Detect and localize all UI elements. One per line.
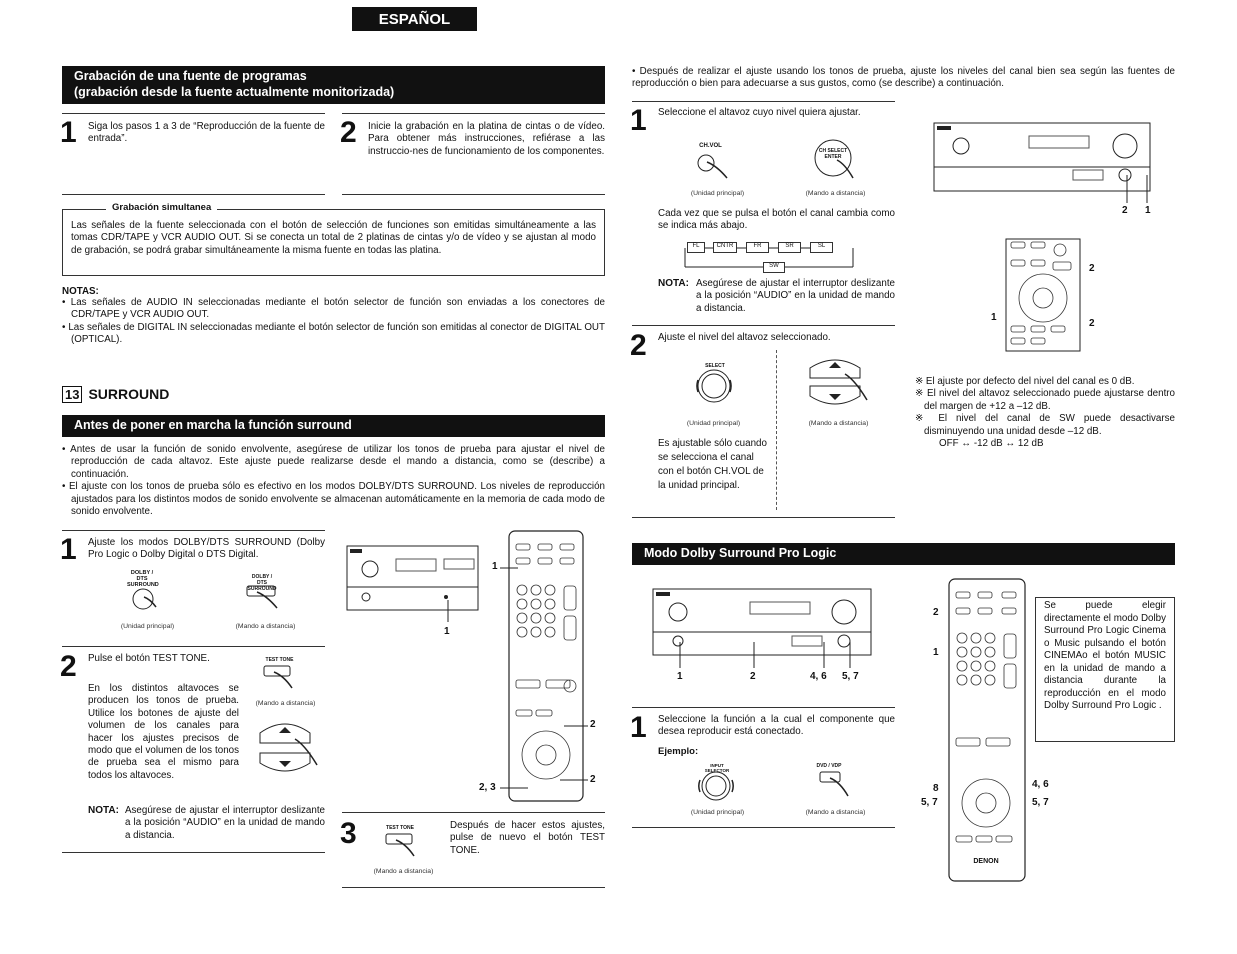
r1-note-text: Asegúrese de ajustar el interruptor deslizante a la posición “AUDIO” en la unidad de mando a distancia. (696, 278, 895, 314)
dvd-vdp-button-icon (818, 770, 858, 802)
s2-note-label: NOTA: (88, 805, 119, 816)
remote-control-left (508, 530, 584, 802)
dolby-unit-callout-2: 2 (750, 671, 756, 682)
finger-press-icon (130, 585, 160, 613)
channel-cntr: CNTR (713, 242, 737, 253)
dolby-remote-callout-4-6: 4, 6 (1032, 779, 1049, 790)
caption-main-unit: (Unidad principal) (120, 623, 175, 630)
d1-text: Seleccione la función a la cual el componente que desea reproducir está conectado. (658, 714, 895, 738)
remote-control-dolby (948, 578, 1026, 882)
recording-header (62, 66, 605, 104)
dolby-unit-callout-5-7: 5, 7 (842, 671, 859, 682)
d1-number: 1 (630, 711, 647, 744)
caption-remote: (Mando a distancia) (805, 809, 866, 816)
r1-note-label: NOTA: (658, 278, 689, 289)
right-intro: • Después de realizar el ajuste usando los tonos de prueba, ajuste los niveles del canal bien sea según las fuentes de reproducción o bien para adecuarse a sus gustos, como (se describe) a continuación. (632, 66, 1175, 90)
caption-remote: (Mando a distancia) (235, 623, 296, 630)
asterisk-item: ※ El ajuste por defecto del nivel del canal es 0 dB. (915, 376, 1135, 387)
before-surround-bullets (62, 444, 605, 518)
bullet-item: • Antes de usar la función de sonido envolvente, asegúrese de utilizar los tonos de prueba para ajustar el nivel de reproducción de cada altavoz. Este ajuste puede realizarse desde el mando a distancia, como se (describe) a continuación. (62, 444, 605, 480)
main-unit-front-panel (933, 122, 1151, 194)
select-knob-label: SELECT (705, 363, 725, 369)
dolby-side-note-box (1035, 597, 1175, 742)
recording-header-line1: Grabación de una fuente de programas (74, 69, 307, 83)
r1-number: 1 (630, 104, 647, 137)
note-item: • Las señales de DIGITAL IN seleccionadas mediante el botón selector de función son emitidas al conector de DIGITAL OUT (OPTICAL). (62, 321, 605, 346)
channel-fr: FR (746, 242, 769, 253)
s1-remote-button-label: DOLBY / DTS SURROUND (247, 574, 277, 592)
up-down-arrow-buttons-icon (805, 352, 875, 412)
up-down-arrow-buttons-icon (255, 715, 325, 780)
dolby-remote-callout-5-7b: 5, 7 (1032, 797, 1049, 808)
dolby-unit-callout-1: 1 (677, 671, 683, 682)
caption-remote: (Mando a distancia) (255, 700, 316, 707)
main-unit-front-panel (346, 545, 479, 611)
step-1-text: Siga los pasos 1 a 3 de “Reproducción de la fuente de entrada”. (88, 121, 325, 145)
s2-note-text: Asegúrese de ajustar el interruptor deslizante a la posición “AUDIO” en la unidad de mando a distancia. (125, 805, 325, 841)
caption-main-unit: (Unidad principal) (690, 809, 745, 816)
s1-text: Ajuste los modos DOLBY/DTS SURROUND (Dolby Pro Logic o Dolby Digital o DTS Digital. (88, 537, 325, 561)
channel-sr: SR (778, 242, 801, 253)
caption-remote: (Mando a distancia) (373, 868, 434, 875)
ch-vol-button-icon (693, 152, 733, 182)
step-2-number: 2 (340, 116, 357, 149)
channel-cycle-diagram (683, 242, 853, 270)
asterisk-item: ※ El nivel del altavoz seleccionado puede ajustarse dentro del margen de +12 a –12 dB. (915, 388, 1175, 412)
step-2-text: Inicie la grabación en la platina de cintas o de vídeo. Para obtener más instrucciones, refiérase a las instruccio-nes de funcionamiento de los componentes. (368, 121, 605, 157)
dolby-side-note: Se puede elegir directamente el modo Dolby Surround Pro Logic Cinema o Music pulsando el botón CINEMAo el botón MUSIC en la unidad de mando a distancia durante la reproducción en el modo Dolby Surround Pro Logic . (1044, 600, 1166, 711)
caption-main-unit: (Unidad principal) (686, 420, 741, 427)
remote-callout-2a: 2 (590, 719, 596, 730)
remote-callout-2a: 2 (1089, 263, 1095, 274)
s3-text: Después de hacer estos ajustes, pulse de nuevo el botón TEST TONE. (450, 820, 605, 856)
dolby-header: Modo Dolby Surround Pro Logic (632, 543, 1175, 565)
test-tone-button-icon (384, 832, 424, 862)
s3-number: 3 (340, 817, 357, 850)
ch-vol-label: CH.VOL (699, 143, 722, 149)
remote-callout-2-3: 2, 3 (479, 782, 496, 793)
language-tab: ESPAÑOL (352, 7, 477, 31)
note-item: • Las señales de AUDIO IN seleccionadas mediante el botón selector de función son enviadas a los conectores de CDR/TAPE y VCR AUDIO OUT. (62, 297, 605, 321)
r2-number: 2 (630, 329, 647, 362)
unit-callout-1: 1 (444, 626, 450, 637)
channel-fl: FL (687, 242, 705, 253)
simultaneous-recording-text: Las señales de la fuente seleccionada con el botón de selección de funciones son emitidas simultáneamente a las tomas CDR/TAPE y VCR AUDIO OUT. Si se conecta un total de 2 platinas de cintas y/o de vídeo y se ajustan al modo de grabación, se podrá grabar simultáneamente la misma fuente en todas las platina. (71, 220, 596, 256)
caption-remote: (Mando a distancia) (805, 190, 866, 197)
remote-callout-1: 1 (991, 312, 997, 323)
notes-list (62, 297, 605, 347)
asterisk-item: OFF ↔ -12 dB ↔ 12 dB (939, 438, 1044, 450)
test-tone-button-icon (262, 664, 302, 694)
dolby-remote-callout-8: 8 (933, 783, 939, 794)
section-number: 13 (62, 386, 82, 403)
caption-remote: (Mando a distancia) (808, 420, 869, 427)
section-heading (62, 386, 169, 403)
ch-select-enter-button-icon (813, 138, 857, 182)
remote-control-detail (1005, 238, 1081, 352)
input-selector-label: INPUT SELECTOR (704, 763, 730, 773)
dolby-unit-callout-4-6: 4, 6 (810, 671, 827, 682)
asterisk-item: ※ El nivel del canal de SW puede desactivarse disminuyendo una unidad desde –12 dB. (915, 413, 1175, 437)
s2-text-2: En los distintos altavoces se producen los tonos de prueba. Utilice los botones de ajuste del volumen de los canales para hacer los ajustes precisos de modo que el volumen de los tonos de prueba sea el mismo para todos los altavoces. (88, 683, 239, 781)
ch-select-label: CH SELECT ENTER (818, 148, 848, 160)
r1-text-2: Cada vez que se pulsa el botón el canal cambia como se indica más abajo. (658, 208, 895, 232)
channel-sw: SW (763, 262, 785, 273)
caption-main-unit: (Unidad principal) (690, 190, 745, 197)
r2-side-note: Es ajustable sólo cuando se selecciona el canal con el botón CH.VOL de la unidad principal. (658, 438, 767, 491)
dolby-remote-callout-1: 1 (933, 647, 939, 658)
remote-finger-press-icon (245, 582, 285, 612)
s2-text-1: Pulse el botón TEST TONE. (88, 653, 210, 664)
unit-callout-1: 1 (1145, 205, 1151, 216)
simultaneous-recording-title: Grabación simultanea (106, 202, 217, 213)
r2-text: Ajuste el nivel del altavoz seleccionado. (658, 332, 831, 343)
notes-title: NOTAS: (62, 286, 99, 297)
remote-callout-1: 1 (492, 561, 498, 572)
step-1-number: 1 (60, 116, 77, 149)
dolby-remote-callout-5-7a: 5, 7 (921, 797, 938, 808)
test-tone-label: TEST TONE (265, 657, 294, 663)
d1-example-label: Ejemplo: (658, 746, 699, 757)
channel-sl: SL (810, 242, 833, 253)
bullet-item: • El ajuste con los tonos de prueba sólo es efectivo en los modos DOLBY/DTS SURROUND. Los niveles de reproducción ajustados para los distintos modos de sonido envolvente se almacenan automáticamente en la memoria de cada modo de sonido envolvente. (62, 481, 605, 518)
s1-number: 1 (60, 533, 77, 566)
s2-number: 2 (60, 650, 77, 683)
s3-test-tone-label: TEST TONE (386, 825, 414, 831)
recording-header-line2: (grabación desde la fuente actualmente monitorizada) (74, 85, 395, 99)
remote-callout-2b: 2 (590, 774, 596, 785)
section-title: SURROUND (88, 386, 170, 402)
before-surround-header: Antes de poner en marcha la función surround (62, 415, 605, 437)
dolby-remote-callout-2: 2 (933, 607, 939, 618)
unit-callout-2: 2 (1122, 205, 1128, 216)
s1-main-button-label: DOLBY / DTS SURROUND (127, 570, 159, 588)
remote-callout-2b: 2 (1089, 318, 1095, 329)
r1-text: Seleccione el altavoz cuyo nivel quiera ajustar. (658, 107, 861, 118)
simultaneous-recording-box (62, 209, 605, 276)
asterisk-notes (915, 376, 1175, 450)
denon-logo: DENON (973, 858, 999, 865)
dvd-vdp-label: DVD / VDP (816, 763, 842, 769)
